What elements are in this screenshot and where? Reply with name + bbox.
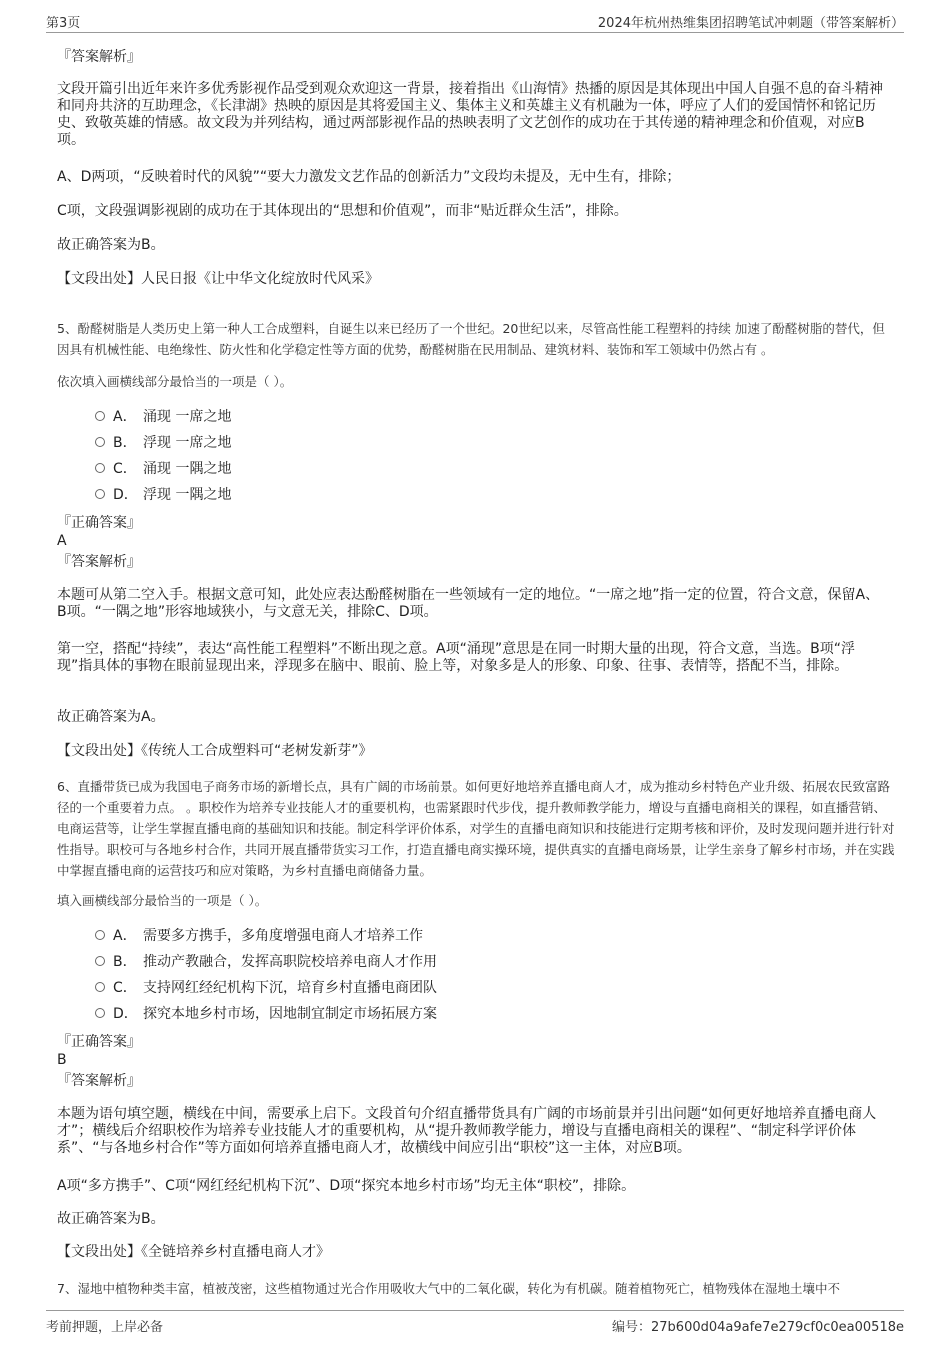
q5-option-d[interactable]: D． 浮现 一隅之地 — [95, 485, 231, 505]
q7-stem: 7、湿地中植物种类丰富，植被茂密，这些植物通过光合作用吸收大气中的二氧化碳，转化为有机碳。随着植物死亡，植物残体在湿地土壤中不 — [57, 1281, 840, 1296]
q6-prompt: 填入画横线部分最恰当的一项是（ ）。 — [57, 893, 268, 908]
q5-correct-answer: A — [57, 533, 67, 549]
q6-correct-label: 『正确答案』 — [57, 1034, 141, 1050]
radio-icon[interactable] — [95, 956, 105, 966]
q6-option-d[interactable]: D． 探究本地乡村市场，因地制宜制定市场拓展方案 — [95, 1004, 437, 1024]
q6-answer-line: 故正确答案为B。 — [57, 1211, 165, 1227]
q6-analysis-label: 『答案解析』 — [57, 1073, 141, 1089]
radio-icon[interactable] — [95, 437, 105, 447]
q5-option-b[interactable]: B． 浮现 一席之地 — [95, 433, 231, 453]
radio-icon[interactable] — [95, 463, 105, 473]
q5-analysis-p2: 第一空，搭配“持续”，表达“高性能工程塑料”不断出现之意。A项“涌现”意思是在同一时期大量的出现，符合文意，当选。B项“浮现”指具体的事物在眼前显现出来，浮现多在脑中、眼前、脸上等，对象多是人的形象、印象、往事、表情等，搭配不当，排除。 — [57, 641, 855, 674]
q5-option-a[interactable]: A． 涌现 一席之地 — [95, 407, 231, 427]
q6-analysis-p2: A项“多方携手”、C项“网红经纪机构下沉”、D项“探究本地乡村市场”均无主体“职校”，排除。 — [57, 1178, 636, 1194]
q6-stem: 6、直播带货已成为我国电子商务市场的新增长点，具有广阔的市场前景。如何更好地培养直播电商人才，成为推动乡村特色产业升级、拓展农民致富路径的一个重要着力点。 。职校作为培养专业技能人才的重要机构，也需紧跟时代步伐，提升教师教学能力，增设与直播电商相关的课程，如直播营销、电商运营等，让学生掌握直播电商的基础知识和技能。制定科学评价体系，对学生的直播电商知识和技能进行定期考核和评价，及时发现问题并进行针对性指导。职校可与各地乡村合作，共同开展直播带货实习工作，打造直播电商实操环境，提供真实的直播电商场景，让学生亲身了解乡村市场，并在实践中掌握直播电商的运营技巧和应对策略，为乡村直播电商储备力量。 — [57, 779, 895, 878]
q6-option-a[interactable]: A． 需要多方携手，多角度增强电商人才培养工作 — [95, 926, 423, 946]
radio-icon[interactable] — [95, 982, 105, 992]
page-number: 第3页 — [46, 16, 81, 31]
q5-prompt: 依次填入画横线部分最恰当的一项是（ ）。 — [57, 374, 293, 389]
q6-source: 【文段出处】《全链培养乡村直播电商人才》 — [57, 1244, 330, 1260]
q4-analysis-p3: C项，文段强调影视剧的成功在于其体现出的“思想和价值观”，而非“贴近群众生活”，排除。 — [57, 203, 628, 219]
q5-source: 【文段出处】《传统人工合成塑料可“老树发新芽”》 — [57, 743, 373, 759]
radio-icon[interactable] — [95, 411, 105, 421]
q4-answer-line: 故正确答案为B。 — [57, 237, 165, 253]
q5-stem: 5、酚醛树脂是人类历史上第一种人工合成塑料，自诞生以来已经历了一个世纪。20世纪以来，尽管高性能工程塑料的持续 加速了酚醛树脂的替代，但因具有机械性能、电绝缘性、防火性和化学稳定性等方面的优势，酚醛树脂在民用制品、建筑材料、装饰和军工领域中仍然占有 。 — [57, 321, 885, 357]
q6-analysis-p1: 本题为语句填空题，横线在中间，需要承上启下。文段首句介绍直播带货具有广阔的市场前景并引出问题“如何更好地培养直播电商人才”；横线后介绍职校作为培养专业技能人才的重要机构，从“提升教师教学能力，增设与直播电商相关的课程”、“制定科学评价体系”、“与各地乡村合作”等方面如何培养直播电商人才，故横线中间应引出“职校”这一主体，对应B项。 — [57, 1106, 877, 1156]
q4-analysis-label: 『答案解析』 — [57, 49, 141, 65]
page-header — [46, 10, 904, 33]
q5-answer-line: 故正确答案为A。 — [57, 709, 165, 725]
q5-analysis-p1: 本题可从第二空入手。根据文意可知，此处应表达酚醛树脂在一些领域有一定的地位。“一席之地”指一定的位置，符合文意，保留A、B项。“一隅之地”形容地域狭小，与文意无关，排除C、D项。 — [57, 587, 880, 620]
page-footer — [46, 1310, 904, 1335]
q5-correct-label: 『正确答案』 — [57, 515, 141, 531]
radio-icon[interactable] — [95, 489, 105, 499]
q4-analysis-p2: A、D两项，“反映着时代的风貌”“要大力激发文艺作品的创新活力”文段均未提及，无中生有，排除； — [57, 169, 681, 185]
q6-correct-answer: B — [57, 1052, 67, 1068]
radio-icon[interactable] — [95, 930, 105, 940]
q6-option-b[interactable]: B． 推动产教融合，发挥高职院校培养电商人才作用 — [95, 952, 437, 972]
document-code: 编号：27b600d04a9afe7e279cf0c0ea00518e — [612, 1320, 904, 1335]
footer-slogan: 考前押题，上岸必备 — [46, 1320, 164, 1335]
q6-option-c[interactable]: C． 支持网红经纪机构下沉，培育乡村直播电商团队 — [95, 978, 437, 998]
q4-analysis-p1: 文段开篇引出近年来许多优秀影视作品受到观众欢迎这一背景，接着指出《山海情》热播的原因是其体现出中国人自强不息的奋斗精神和同舟共济的互助理念，《长津湖》热映的原因是其将爱国主义、集体主义和英雄主义有机融为一体，呼应了人们的爱国情怀和铭记历史、致敬英雄的情感。故文段为并列结构，通过两部影视作品的热映表明了文艺创作的成功在于其传递的精神理念和价值观，对应B项。 — [57, 81, 883, 148]
document-title: 2024年杭州热维集团招聘笔试冲刺题（带答案解析） — [597, 16, 904, 31]
q4-source: 【文段出处】人民日报《让中华文化绽放时代风采》 — [57, 271, 379, 287]
q5-analysis-label: 『答案解析』 — [57, 554, 141, 570]
radio-icon[interactable] — [95, 1008, 105, 1018]
q5-option-c[interactable]: C． 涌现 一隅之地 — [95, 459, 231, 479]
